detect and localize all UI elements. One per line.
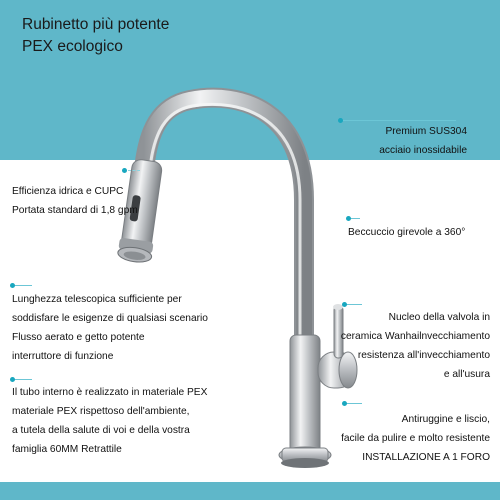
title-line-1: Rubinetto più potente xyxy=(22,16,170,33)
feature-efficiency-line-1: Efficienza idrica e CUPC xyxy=(12,186,124,197)
title-line-2: PEX ecologico xyxy=(22,38,123,55)
feature-telescopic-line-1: Lunghezza telescopica sufficiente per xyxy=(12,294,182,305)
callout-line-material xyxy=(340,120,456,121)
feature-valve-line-1: Nucleo della valvola in xyxy=(388,312,490,323)
feature-valve-line-2: ceramica Wanhailnvecchiamento xyxy=(340,331,490,342)
feature-pex xyxy=(12,383,207,459)
callout-line-valve xyxy=(344,304,362,305)
feature-pex-line-2: materiale PEX rispettoso dell'ambiente, xyxy=(12,406,190,417)
callout-line-telescopic xyxy=(12,285,32,286)
feature-pex-line-4: famiglia 60MM Retrattile xyxy=(12,444,122,455)
feature-cleaning-line-3: INSTALLAZIONE A 1 FORO xyxy=(362,452,490,463)
feature-material-line-2: acciaio inossidabile xyxy=(379,145,467,156)
feature-spout-line-1: Beccuccio girevole a 360° xyxy=(348,227,466,238)
feature-telescopic xyxy=(12,290,208,366)
callout-line-cleaning xyxy=(344,403,362,404)
feature-cleaning xyxy=(341,410,490,467)
feature-cleaning-line-1: Antiruggine e liscio, xyxy=(401,414,490,425)
feature-cleaning-line-2: facile da pulire e molto resistente xyxy=(341,433,490,444)
feature-pex-line-3: a tutela della salute di voi e della vostra xyxy=(12,425,190,436)
feature-material-line-1: Premium SUS304 xyxy=(385,126,467,137)
feature-telescopic-line-2: soddisfare le esigenze di qualsiasi scenario xyxy=(12,313,208,324)
feature-spout xyxy=(348,223,465,242)
feature-material xyxy=(379,122,467,160)
callout-line-efficiency xyxy=(128,170,140,171)
feature-telescopic-line-4: interruttore di funzione xyxy=(12,351,114,362)
feature-valve xyxy=(341,308,490,384)
feature-efficiency-line-2: Portata standard di 1,8 gpm xyxy=(12,205,138,216)
feature-valve-line-4: e all'usura xyxy=(443,369,490,380)
feature-efficiency xyxy=(12,182,138,220)
feature-telescopic-line-3: Flusso aerato e getto potente xyxy=(12,332,145,343)
callout-line-pex xyxy=(12,379,32,380)
feature-pex-line-1: Il tubo interno è realizzato in materiale PEX xyxy=(12,387,208,398)
feature-valve-line-3: resistenza all'invecchiamento xyxy=(357,350,490,361)
callout-line-spout xyxy=(348,218,360,219)
